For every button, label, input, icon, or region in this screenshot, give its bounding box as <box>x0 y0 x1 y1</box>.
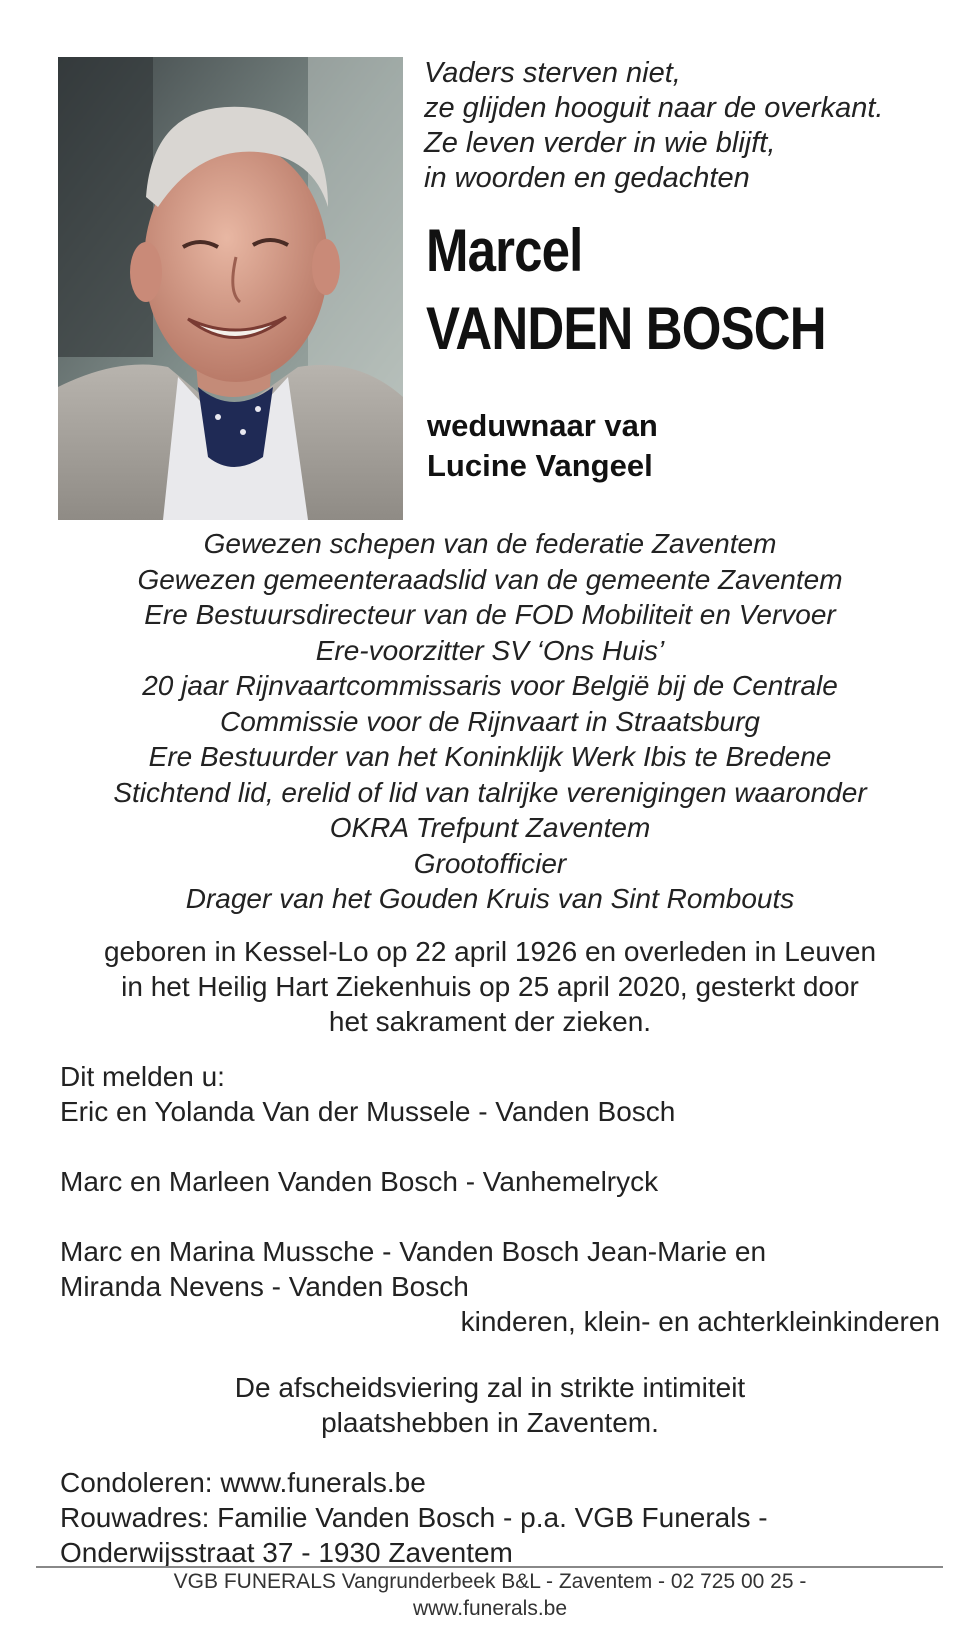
relation-label: weduwnaar van <box>427 408 658 443</box>
ceremony-line: De afscheidsviering zal in strikte intimiteit <box>234 1372 746 1403</box>
notice-line: in het Heilig Hart Ziekenhuis op 25 april 2020, gesterkt door <box>121 971 859 1002</box>
address-line: Rouwadres: Familie Vanden Bosch - p.a. VGB Funerals - <box>60 1502 768 1533</box>
footer-company: VGB FUNERALS Vangrunderbeek B&L - Zaventem - 02 725 00 25 - <box>173 1570 807 1593</box>
title-line: Stichtend lid, erelid of lid van talrijke verenigingen waaronder <box>113 776 867 808</box>
address-line: Onderwijsstraat 37 - 1930 Zaventem <box>60 1537 513 1568</box>
poem-line: Ze leven verder in wie blijft, <box>424 127 776 159</box>
title-line: Drager van het Gouden Kruis van Sint Rombouts <box>185 883 795 914</box>
ceremony-line: plaatshebben in Zaventem. <box>321 1407 659 1438</box>
title-line: OKRA Trefpunt Zaventem <box>329 812 651 843</box>
poem <box>424 56 964 196</box>
family-line: Marc en Marina Mussche - Vanden Bosch Jean-Marie en <box>60 1236 767 1267</box>
birth-death-notice <box>0 934 980 1039</box>
title-line: Commissie voor de Rijnvaart in Straatsburg <box>220 705 760 737</box>
last-name: VANDEN BOSCH <box>426 295 826 362</box>
title-line: Gewezen gemeenteraadslid van de gemeente Zaventem <box>137 563 843 595</box>
condolence-line: Condoleren: www.funerals.be <box>60 1467 426 1498</box>
poem-line: in woorden en gedachten <box>424 162 750 194</box>
title-line: 20 jaar Rijnvaartcommissaris voor België bij de Centrale <box>142 670 838 701</box>
title-line: Ere Bestuurder van het Koninklijk Werk Ibis te Bredene <box>148 741 832 772</box>
poem-line: Vaders sterven niet, <box>424 57 681 89</box>
honorary-titles <box>0 526 980 917</box>
portrait-photo-graphic <box>58 57 403 520</box>
family-intro: Dit melden u: <box>60 1061 225 1092</box>
title-line: Ere Bestuursdirecteur van de FOD Mobiliteit en Vervoer <box>144 599 836 630</box>
poem-line: ze glijden hooguit naar de overkant. <box>424 92 884 124</box>
footer-website: www.funerals.be <box>412 1597 568 1620</box>
family-line: Marc en Marleen Vanden Bosch - Vanhemelryck <box>60 1166 659 1197</box>
family-closing: kinderen, klein- en achterkleinkinderen <box>460 1306 940 1337</box>
title-line: Grootofficier <box>413 847 567 879</box>
notice-line: het sakrament der zieken. <box>328 1006 652 1037</box>
notice-line: geboren in Kessel-Lo op 22 april 1926 en overleden in Leuven <box>103 936 877 967</box>
portrait-photo <box>58 57 403 520</box>
title-line: Gewezen schepen van de federatie Zaventem <box>203 528 777 559</box>
marital-status <box>427 406 658 486</box>
family-line: Eric en Yolanda Van der Mussele - Vanden Bosch <box>60 1096 676 1127</box>
family-list <box>60 1059 940 1339</box>
contact-info <box>60 1465 960 1570</box>
spacer <box>60 1199 940 1234</box>
spouse-name: Lucine Vangeel <box>427 448 653 483</box>
ceremony-notice <box>0 1370 980 1440</box>
first-name: Marcel <box>426 217 583 284</box>
deceased-name <box>426 212 826 368</box>
footer <box>0 1568 980 1622</box>
spacer <box>60 1129 940 1164</box>
title-line: Ere-voorzitter SV ‘Ons Huis’ <box>315 634 665 666</box>
family-line: Miranda Nevens - Vanden Bosch <box>60 1271 469 1302</box>
